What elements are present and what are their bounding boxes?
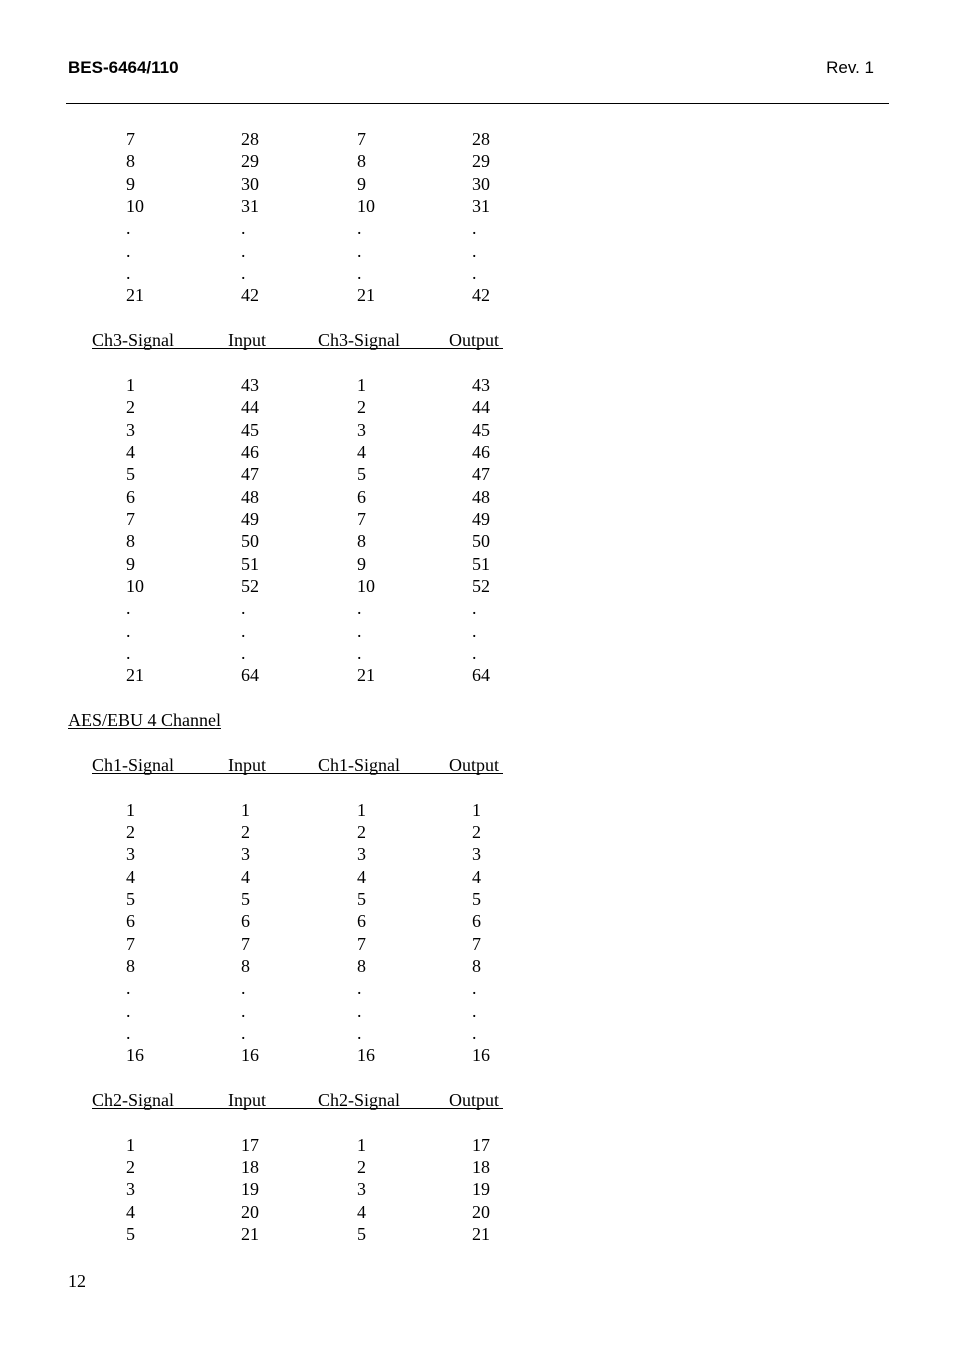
table-cell: . — [241, 218, 246, 239]
table-cell: 44 — [241, 397, 259, 418]
column-header: Ch3-Signal — [92, 330, 175, 351]
table-row — [0, 597, 954, 619]
table-cell: 7 — [472, 933, 481, 954]
table-row — [0, 1223, 954, 1245]
table-row — [0, 1000, 954, 1022]
column-header: Input — [228, 1090, 266, 1111]
table-cell: 10 — [126, 196, 144, 217]
table-row — [0, 396, 954, 418]
table-cell: 50 — [472, 531, 490, 552]
table-row — [0, 553, 954, 575]
table-cell: 43 — [472, 374, 490, 395]
table-cell: 6 — [126, 911, 135, 932]
table-cell: 51 — [472, 553, 490, 574]
column-header: Output — [449, 754, 500, 775]
column-header: Input — [228, 754, 266, 775]
table-cell: 2 — [126, 821, 135, 842]
column-header: Ch1-Signal — [318, 754, 401, 775]
table-cell: 17 — [472, 1134, 490, 1155]
table-cell: 3 — [357, 844, 366, 865]
table-cell: 4 — [126, 866, 135, 887]
table-cell: . — [472, 1023, 477, 1043]
table-cell: 45 — [472, 419, 490, 440]
table-cell: 7 — [126, 508, 135, 529]
table-cell: 20 — [241, 1201, 259, 1222]
table-cell: 16 — [357, 1045, 375, 1066]
table-cell: . — [472, 1000, 477, 1021]
page-number: 12 — [68, 1271, 86, 1291]
table-row — [0, 799, 954, 821]
table-cell: . — [126, 263, 131, 284]
table-cell: 7 — [357, 508, 366, 529]
column-header: Input — [228, 330, 266, 351]
table-cell: 5 — [126, 464, 135, 485]
table-cell: 6 — [357, 911, 366, 932]
table-row — [0, 866, 954, 888]
table-cell: 18 — [241, 1157, 259, 1178]
table-cell: . — [472, 598, 477, 619]
table-cell: 45 — [241, 419, 259, 440]
table-cell: 4 — [126, 1201, 135, 1222]
table-cell: 21 — [472, 1224, 490, 1245]
table-cell: 9 — [357, 553, 366, 574]
table-cell: 8 — [126, 531, 135, 552]
column-header: Output — [449, 1090, 500, 1111]
table-cell: 31 — [241, 196, 259, 217]
table-cell: 3 — [126, 1179, 135, 1200]
table-cell: . — [126, 218, 131, 239]
table-cell: 6 — [357, 486, 366, 507]
table-cell: . — [357, 598, 362, 619]
table-row — [0, 262, 954, 284]
table-cell: . — [472, 620, 477, 641]
table-cell: . — [126, 240, 131, 261]
table-cell: . — [241, 643, 246, 664]
table-row — [0, 1156, 954, 1178]
table-cell: . — [241, 1023, 246, 1043]
column-header: Ch2-Signal — [318, 1090, 401, 1111]
table-row — [0, 530, 954, 552]
header-underline — [92, 348, 503, 349]
table-cell: 7 — [241, 933, 250, 954]
table-cell: . — [126, 1023, 131, 1043]
table-cell: . — [357, 1023, 362, 1043]
table-row — [0, 486, 954, 508]
table-cell: 8 — [241, 955, 250, 976]
table-cell: 9 — [126, 173, 135, 194]
table-cell: 42 — [241, 285, 259, 306]
table-cell: 4 — [357, 1201, 366, 1222]
table-cell: 5 — [357, 1224, 366, 1245]
table-cell: 21 — [126, 285, 144, 306]
table-row — [0, 1044, 954, 1066]
table-row — [0, 1178, 954, 1200]
document-id: BES-6464/110 — [68, 58, 179, 77]
table-cell: 5 — [241, 888, 250, 909]
table-cell: 2 — [472, 821, 481, 842]
table-cell: . — [241, 978, 246, 999]
table-cell: 8 — [126, 151, 135, 172]
table-row — [0, 843, 954, 865]
table-row — [0, 642, 954, 664]
table-cell: 2 — [357, 1157, 366, 1178]
table-cell: 3 — [241, 844, 250, 865]
table-cell: 5 — [472, 888, 481, 909]
table-cell: . — [241, 598, 246, 619]
table-cell: . — [241, 1000, 246, 1021]
table-cell: 1 — [241, 799, 250, 820]
table-row — [0, 1201, 954, 1223]
table-cell: 48 — [472, 486, 490, 507]
column-header: Ch2-Signal — [92, 1090, 175, 1111]
table-cell: 48 — [241, 486, 259, 507]
table-cell: 2 — [357, 821, 366, 842]
table-cell: 3 — [126, 844, 135, 865]
table-cell: 30 — [241, 173, 259, 194]
table-row — [0, 620, 954, 642]
table-row — [0, 910, 954, 932]
table-cell: 10 — [357, 196, 375, 217]
table-cell: 49 — [472, 508, 490, 529]
table-cell: 5 — [126, 888, 135, 909]
table-cell: 4 — [472, 866, 481, 887]
table-cell: 10 — [357, 576, 375, 596]
table-row — [0, 195, 954, 217]
table-cell: 16 — [472, 1045, 490, 1066]
table-cell: . — [472, 218, 477, 239]
table-row — [0, 217, 954, 239]
table-cell: 21 — [357, 665, 375, 686]
table-cell: 17 — [241, 1134, 259, 1155]
table-cell: 4 — [357, 866, 366, 887]
table-cell: 8 — [357, 531, 366, 552]
table-cell: 5 — [357, 888, 366, 909]
table-cell: 1 — [126, 799, 135, 820]
table-row — [0, 240, 954, 262]
table-cell: 2 — [357, 397, 366, 418]
table-row — [0, 821, 954, 843]
table-cell: 47 — [241, 464, 259, 485]
table-cell: 21 — [357, 285, 375, 306]
table-cell: . — [126, 1000, 131, 1021]
table-cell: . — [126, 978, 131, 999]
table-cell: . — [357, 643, 362, 664]
table-cell: 3 — [472, 844, 481, 865]
table-cell: 7 — [357, 129, 366, 149]
header-underline — [92, 1108, 503, 1109]
table-cell: . — [357, 218, 362, 239]
table-cell: 5 — [357, 464, 366, 485]
table-row — [0, 128, 954, 150]
table-cell: 44 — [472, 397, 490, 418]
revision-label: Rev. 1 — [826, 58, 874, 77]
header-underline — [92, 773, 503, 774]
table-row — [0, 977, 954, 999]
table-cell: 4 — [357, 441, 366, 462]
table-cell: . — [472, 263, 477, 284]
table-cell: 19 — [241, 1179, 259, 1200]
table-cell: 28 — [472, 129, 490, 149]
table-cell: 9 — [126, 553, 135, 574]
table-cell: 52 — [472, 576, 490, 596]
table-cell: 1 — [357, 374, 366, 395]
table-row — [0, 173, 954, 195]
table-cell: . — [472, 978, 477, 999]
table-cell: 8 — [357, 955, 366, 976]
table-cell: 64 — [472, 665, 490, 686]
table-cell: 3 — [126, 419, 135, 440]
table-cell: . — [357, 240, 362, 261]
table-cell: 1 — [126, 1134, 135, 1155]
table-row — [0, 463, 954, 485]
table-cell: 43 — [241, 374, 259, 395]
table-row — [0, 933, 954, 955]
table-row — [0, 664, 954, 686]
table-cell: 51 — [241, 553, 259, 574]
table-cell: . — [357, 620, 362, 641]
table-cell: 4 — [126, 441, 135, 462]
table-cell: . — [241, 263, 246, 284]
table-row — [0, 150, 954, 172]
table-cell: 21 — [241, 1224, 259, 1245]
table-cell: 30 — [472, 173, 490, 194]
column-header: Ch3-Signal — [318, 330, 401, 351]
table-cell: 29 — [472, 151, 490, 172]
table-cell: 5 — [126, 1224, 135, 1245]
table-row — [0, 374, 954, 396]
table-cell: . — [241, 240, 246, 261]
table-row — [0, 888, 954, 910]
table-cell: 10 — [126, 576, 144, 596]
table-cell: 8 — [357, 151, 366, 172]
table-cell: 1 — [472, 799, 481, 820]
table-cell: 4 — [241, 866, 250, 887]
table-cell: 7 — [126, 933, 135, 954]
table-cell: 19 — [472, 1179, 490, 1200]
table-row — [0, 284, 954, 306]
table-cell: . — [472, 240, 477, 261]
table-row — [0, 441, 954, 463]
table-cell: . — [126, 643, 131, 664]
table-row — [0, 575, 954, 597]
table-cell: . — [126, 598, 131, 619]
table-cell: 47 — [472, 464, 490, 485]
table-cell: . — [126, 620, 131, 641]
table-cell: 8 — [472, 955, 481, 976]
table-cell: 1 — [357, 799, 366, 820]
table-cell: 1 — [357, 1134, 366, 1155]
table-cell: 50 — [241, 531, 259, 552]
table-cell: 16 — [241, 1045, 259, 1066]
table-cell: 7 — [357, 933, 366, 954]
table-cell: 1 — [126, 374, 135, 395]
table-cell: 64 — [241, 665, 259, 686]
table-cell: 21 — [126, 665, 144, 686]
column-header: Ch1-Signal — [92, 754, 175, 775]
table-cell: 28 — [241, 129, 259, 149]
table-cell: 3 — [357, 419, 366, 440]
table-cell: . — [472, 643, 477, 664]
table-cell: 6 — [241, 911, 250, 932]
table-cell: 52 — [241, 576, 259, 596]
table-cell: 2 — [126, 1157, 135, 1178]
table-cell: 3 — [357, 1179, 366, 1200]
table-cell: 29 — [241, 151, 259, 172]
table-cell: 31 — [472, 196, 490, 217]
table-cell: 42 — [472, 285, 490, 306]
table-cell: 7 — [126, 129, 135, 149]
table-cell: . — [241, 620, 246, 641]
column-header: Output — [449, 330, 500, 351]
table-cell: 9 — [357, 173, 366, 194]
table-cell: 16 — [126, 1045, 144, 1066]
table-row — [0, 1022, 954, 1044]
table-cell: . — [357, 263, 362, 284]
table-cell: 46 — [241, 441, 259, 462]
table-cell: . — [357, 1000, 362, 1021]
table-cell: 8 — [126, 955, 135, 976]
table-cell: 46 — [472, 441, 490, 462]
table-row — [0, 508, 954, 530]
table-cell: 18 — [472, 1157, 490, 1178]
table-cell: . — [357, 978, 362, 999]
table-cell: 6 — [472, 911, 481, 932]
table-cell: 49 — [241, 508, 259, 529]
table-row — [0, 955, 954, 977]
table-row — [0, 1134, 954, 1156]
table-cell: 2 — [126, 397, 135, 418]
table-cell: 2 — [241, 821, 250, 842]
table-cell: 6 — [126, 486, 135, 507]
table-cell: 20 — [472, 1201, 490, 1222]
table-row — [0, 419, 954, 441]
section-title: AES/EBU 4 Channel — [68, 710, 221, 731]
